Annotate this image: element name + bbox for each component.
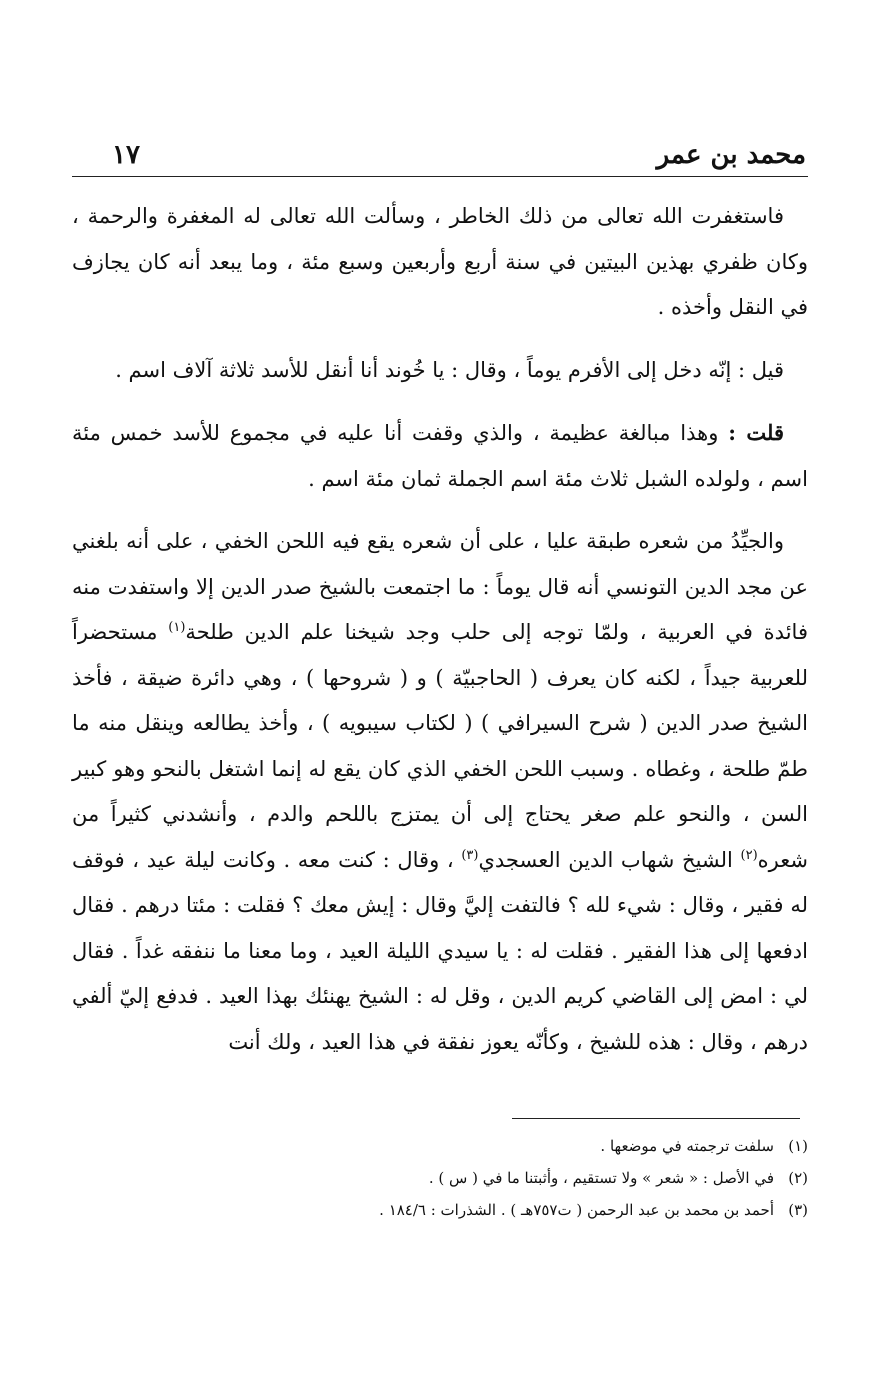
footnote-1-number: (١) (788, 1137, 808, 1155)
running-title: محمد بن عمر (656, 140, 806, 170)
paragraph-1 (72, 194, 808, 331)
paragraph-3-lead: قلت : (728, 420, 784, 445)
footnote-2-text: في الأصل : « شعر » ولا تستقيم ، وأثبتنا ما في ( س ) . (428, 1169, 774, 1187)
paragraph-2-text: قيل : إنّه دخل إلى الأفرم يوماً ، وقال : يا خُوند أنا أنقل للأسد ثلاثة آلاف اسم . (115, 357, 784, 382)
paragraph-4-part-4: ، وقال : كنت معه . وكانت ليلة عيد ، فوقف له فقير ، وقال : شيء لله ؟ فالتفت إليَّ وقال : إيش معك ؟ فقلت : مئتا درهم . فقال ادفعها إلى هذا الفقير . فقلت له : يا سيدي الليلة العيد ، وما معنا ما ننفقه غداً . فقال لي : امض إلى القاضي كريم الدين ، وقل له : الشيخ يهنئك بهذا العيد . فدفع إليّ ألفي درهم ، وقال : هذه للشيخ ، وكأنّه يعوز نفقة في هذا العيد ، ولك أنت (72, 847, 808, 1054)
footnote-3-number: (٣) (788, 1201, 808, 1219)
paragraph-3 (72, 410, 808, 502)
main-text (72, 194, 808, 1065)
paragraph-3-text: وهذا مبالغة عظيمة ، والذي وقفت أنا عليه في مجموع للأسد خمس مئة اسم ، ولولده الشبل ثلاث مئة اسم الجملة ثمان مئة اسم . (72, 421, 808, 491)
paragraph-4-part-3: الشيخ شهاب الدين العسجدي (478, 847, 741, 872)
footnote-2-number: (٢) (788, 1169, 808, 1187)
footnote-ref-3[interactable]: (٣) (461, 847, 479, 863)
page-number: ١٧ (112, 140, 140, 170)
footnote-ref-1[interactable]: (١) (168, 620, 186, 635)
paragraph-2 (72, 348, 808, 394)
footnote-3 (72, 1194, 808, 1226)
footnote-rule (512, 1118, 800, 1119)
footnote-1 (72, 1130, 808, 1162)
paragraph-4-part-1: والجيِّدُ من شعره طبقة عليا ، على أن شعره يقع فيه اللحن الخفي ، على أنه بلغني عن مجد الدين التونسي أنه قال يوماً : ما اجتمعت بالشيخ صدر الدين إلا واستفدت منه فائدة في العربية ، ولمّا توجه إلى حلب وجد شيخنا علم الدين طلحة (72, 529, 808, 644)
paragraph-1-text: فاستغفرت الله تعالى من ذلك الخاطر ، وسألت الله تعالى له المغفرة والرحمة ، وكان ظفري بهذين البيتين في سنة أربع وأربعين وسبع مئة ، وما يبعد أنه كان يجازف في النقل وأخذه . (72, 204, 809, 319)
footnotes (72, 1130, 808, 1226)
footnote-2 (72, 1162, 808, 1194)
paragraph-4 (72, 519, 808, 1065)
footnote-3-text: أحمد بن محمد بن عبد الرحمن ( ت٧٥٧هـ ) . الشذرات : ١٨٤/٦ . (379, 1201, 774, 1219)
paragraph-4-part-2: مستحضراً للعربية جيداً ، لكنه كان يعرف ( الحاجبيّة ) و ( شروحها ) ، وهي دائرة ضيقة ، فأخذ الشيخ صدر الدين ( شرح السيرافي ) ( لكتاب سيبويه ) ، وأخذ يطالعه وينقل منه ما طمّ طلحة ، وغطاه . وسبب اللحن الخفي الذي كان يقع له إنما اشتغل بالنحو وهو كبير السن ، والنحو علم صغر يحتاج إلى أن يمتزج باللحم والدم ، وأنشدني كثيراً من شعره (72, 620, 808, 872)
footnote-1-text: سلفت ترجمته في موضعها . (600, 1137, 774, 1155)
page-header (72, 138, 808, 174)
header-rule (72, 176, 808, 177)
footnote-ref-2[interactable]: (٢) (740, 847, 758, 863)
